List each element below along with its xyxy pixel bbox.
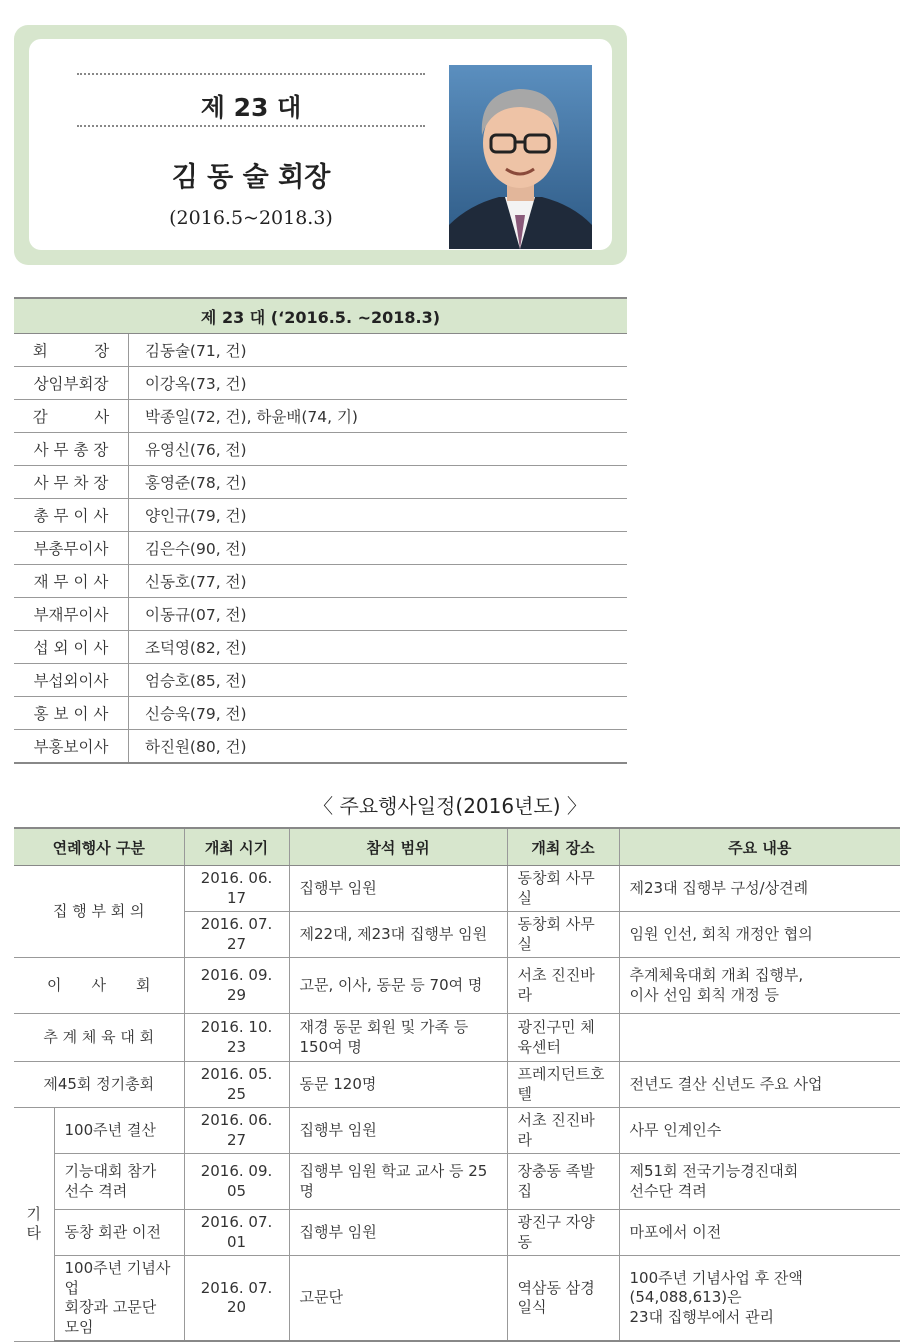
officer-name: 김은수(90, 전) xyxy=(129,532,628,565)
event-date: 2016. 06. 17 xyxy=(184,866,289,912)
event-row xyxy=(14,866,900,912)
officer-row xyxy=(14,730,627,764)
event-venue: 서초 진진바라 xyxy=(507,1108,619,1154)
officer-name: 유영신(76, 전) xyxy=(129,433,628,466)
event-venue: 동창회 사무실 xyxy=(507,912,619,958)
event-row xyxy=(14,1154,900,1210)
event-row xyxy=(14,1062,900,1108)
event-content xyxy=(619,1014,900,1062)
officer-role: 감 사 xyxy=(14,400,129,433)
officer-name: 박종일(72, 건), 하윤배(74, 기) xyxy=(129,400,628,433)
event-attendees: 집행부 임원 xyxy=(289,1108,507,1154)
event-subcategory: 기능대회 참가 선수 격려 xyxy=(54,1154,184,1210)
president-name: 김 동 술 회장 xyxy=(171,162,331,193)
officer-name: 이동규(07, 전) xyxy=(129,598,628,631)
officer-row xyxy=(14,400,627,433)
event-row xyxy=(14,1210,900,1256)
officer-name: 양인규(79, 건) xyxy=(129,499,628,532)
portrait-illustration xyxy=(449,65,592,249)
officer-row xyxy=(14,466,627,499)
president-portrait-photo xyxy=(449,65,592,249)
header-event-category: 연례행사 구분 xyxy=(14,828,184,866)
event-category-general-meeting: 제45회 정기총회 xyxy=(14,1062,184,1108)
officer-name: 조덕영(82, 전) xyxy=(129,631,628,664)
officer-name: 하진원(80, 건) xyxy=(129,730,628,764)
event-content: 추계체육대회 개최 집행부, 이사 선임 회칙 개정 등 xyxy=(619,958,900,1014)
event-attendees: 고문단 xyxy=(289,1256,507,1342)
officer-role: 총 무 이 사 xyxy=(14,499,129,532)
event-venue: 프레지던트호텔 xyxy=(507,1062,619,1108)
officer-role: 사 무 총 장 xyxy=(14,433,129,466)
event-date: 2016. 07. 20 xyxy=(184,1256,289,1342)
term-number: 제 23 대 xyxy=(200,93,302,122)
officer-name: 엄승호(85, 전) xyxy=(129,664,628,697)
event-date: 2016. 09. 05 xyxy=(184,1154,289,1210)
event-attendees: 집행부 임원 xyxy=(289,866,507,912)
header-venue: 개최 장소 xyxy=(507,828,619,866)
event-attendees: 고문, 이사, 동문 등 70여 명 xyxy=(289,958,507,1014)
officer-row xyxy=(14,631,627,664)
event-content: 제51회 전국기능경진대회 선수단 격려 xyxy=(619,1154,900,1210)
president-header-card xyxy=(14,25,627,265)
event-attendees: 제22대, 제23대 집행부 임원 xyxy=(289,912,507,958)
event-venue: 광진구 자양동 xyxy=(507,1210,619,1256)
event-date: 2016. 10. 23 xyxy=(184,1014,289,1062)
officer-row xyxy=(14,565,627,598)
event-date: 2016. 06. 27 xyxy=(184,1108,289,1154)
officer-row xyxy=(14,532,627,565)
event-subcategory: 100주년 기념사업 회장과 고문단 모임 xyxy=(54,1256,184,1342)
event-date: 2016. 07. 27 xyxy=(184,912,289,958)
officer-row xyxy=(14,433,627,466)
event-content: 임원 인선, 회칙 개정안 협의 xyxy=(619,912,900,958)
event-category-board: 이 사 회 xyxy=(14,958,184,1014)
officers-table xyxy=(14,297,627,764)
officer-row xyxy=(14,499,627,532)
top-dotted-divider xyxy=(77,73,425,75)
officer-name: 이강옥(73, 건) xyxy=(129,367,628,400)
events-header-row xyxy=(14,828,900,866)
event-row xyxy=(14,1108,900,1154)
officer-role: 부홍보이사 xyxy=(14,730,129,764)
event-venue: 동창회 사무실 xyxy=(507,866,619,912)
schedule-section-title: 〈 주요행사일정(2016년도) 〉 xyxy=(313,794,587,818)
event-row xyxy=(14,1256,900,1342)
event-category-executive: 집 행 부 회 의 xyxy=(14,866,184,958)
officer-name: 홍영준(78, 건) xyxy=(129,466,628,499)
officer-row xyxy=(14,598,627,631)
officer-row xyxy=(14,664,627,697)
header-content: 주요 내용 xyxy=(619,828,900,866)
event-category-sports: 추 계 체 육 대 회 xyxy=(14,1014,184,1062)
term-period: (2016.5~2018.3) xyxy=(169,207,333,229)
event-attendees: 재경 동문 회원 및 가족 등 150여 명 xyxy=(289,1014,507,1062)
event-date: 2016. 07. 01 xyxy=(184,1210,289,1256)
event-attendees: 집행부 임원 학교 교사 등 25명 xyxy=(289,1154,507,1210)
officer-name: 신승욱(79, 전) xyxy=(129,697,628,730)
event-row xyxy=(14,958,900,1014)
officer-name: 신동호(77, 전) xyxy=(129,565,628,598)
officers-table-title: 제 23 대 (‘2016.5. ~2018.3) xyxy=(14,298,627,334)
event-content: 사무 인계인수 xyxy=(619,1108,900,1154)
officer-row xyxy=(14,367,627,400)
event-venue: 광진구민 체육센터 xyxy=(507,1014,619,1062)
event-subcategory: 동창 회관 이전 xyxy=(54,1210,184,1256)
header-date: 개최 시기 xyxy=(184,828,289,866)
event-subcategory: 100주년 결산 xyxy=(54,1108,184,1154)
officer-row xyxy=(14,334,627,367)
bottom-dotted-divider xyxy=(77,125,425,127)
officer-role: 부재무이사 xyxy=(14,598,129,631)
header-inner-panel xyxy=(29,39,612,250)
officer-role: 홍 보 이 사 xyxy=(14,697,129,730)
officers-header-row xyxy=(14,298,627,334)
event-venue: 역삼동 삼경일식 xyxy=(507,1256,619,1342)
officer-role: 사 무 차 장 xyxy=(14,466,129,499)
officer-role: 재 무 이 사 xyxy=(14,565,129,598)
event-content: 마포에서 이전 xyxy=(619,1210,900,1256)
event-venue: 장충동 족발집 xyxy=(507,1154,619,1210)
event-date: 2016. 05. 25 xyxy=(184,1062,289,1108)
event-content: 전년도 결산 신년도 주요 사업 xyxy=(619,1062,900,1108)
event-content: 제23대 집행부 구성/상견례 xyxy=(619,866,900,912)
officer-name: 김동술(71, 건) xyxy=(129,334,628,367)
event-category-other: 기타 xyxy=(14,1108,54,1342)
officer-role: 상임부회장 xyxy=(14,367,129,400)
officer-row xyxy=(14,697,627,730)
event-venue: 서초 진진바라 xyxy=(507,958,619,1014)
events-schedule-table xyxy=(14,827,900,1342)
event-content: 100주년 기념사업 후 잔액(54,088,613)은 23대 집행부에서 관리 xyxy=(619,1256,900,1342)
event-date: 2016. 09. 29 xyxy=(184,958,289,1014)
officer-role: 부섭외이사 xyxy=(14,664,129,697)
event-row xyxy=(14,1014,900,1062)
event-attendees: 동문 120명 xyxy=(289,1062,507,1108)
officer-role: 부총무이사 xyxy=(14,532,129,565)
header-attendees: 참석 범위 xyxy=(289,828,507,866)
officer-role: 섭 외 이 사 xyxy=(14,631,129,664)
officer-role: 회 장 xyxy=(14,334,129,367)
event-attendees: 집행부 임원 xyxy=(289,1210,507,1256)
